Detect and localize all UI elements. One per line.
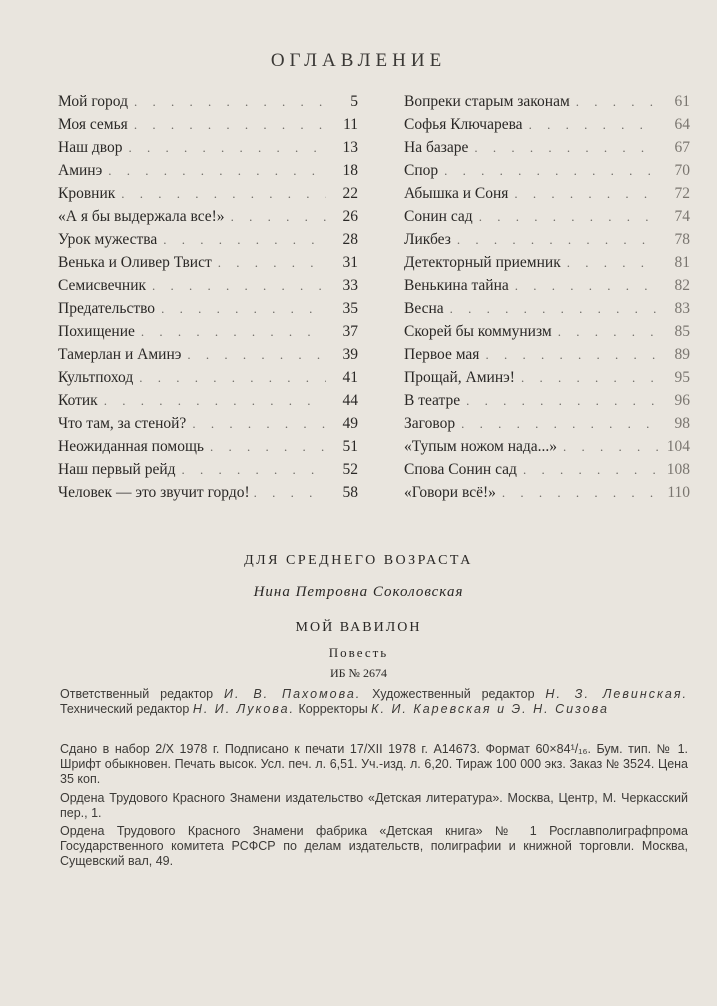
toc-entry [404, 484, 690, 507]
toc-leader-dots [479, 209, 658, 225]
toc-entry [404, 231, 690, 254]
toc-entry [404, 415, 690, 438]
toc-entry-page: 26 [342, 208, 358, 225]
toc-entry [404, 277, 690, 300]
toc-entry-title: Венькина тайна [404, 277, 509, 294]
toc-entry [58, 369, 358, 392]
toc-entry-page: 51 [342, 438, 358, 455]
toc-entry-page: 95 [674, 369, 690, 386]
toc-entry [404, 369, 690, 392]
toc-entry-page: 110 [667, 484, 690, 501]
toc-leader-dots [254, 485, 328, 501]
toc-entry-title: Мой город [58, 93, 128, 110]
book-title: МОЙ ВАВИЛОН [295, 620, 422, 635]
toc-entry-page: 78 [674, 231, 690, 248]
toc-entry-title: Скорей бы коммунизм [404, 323, 552, 340]
imprint-text: Ответственный редактор [60, 687, 225, 701]
imprint-text: Художественный редактор [361, 687, 546, 701]
toc-entry [58, 116, 358, 139]
imprint-print-data [60, 742, 688, 787]
toc-entry-page: 44 [342, 392, 358, 409]
toc-entry-page: 5 [350, 93, 358, 110]
toc-entry [404, 93, 690, 116]
toc-entry [58, 254, 358, 277]
toc-entry [404, 323, 690, 346]
toc-leader-dots [134, 117, 326, 133]
toc-entry-title: Софья Ключарева [404, 116, 523, 133]
toc-entry-page: 61 [674, 93, 690, 110]
toc-entry-title: Сонин сад [404, 208, 473, 225]
toc-entry [58, 346, 358, 369]
toc-entry [58, 231, 358, 254]
toc-leader-dots [192, 416, 326, 432]
toc-entry-page: 83 [674, 300, 690, 317]
toc-entry-page: 11 [343, 116, 358, 133]
toc-entry-page: 41 [342, 369, 358, 386]
imprint-text: Ордена Трудового Красного Знамени издательство «Детская литература». Москва, Центр, М. Черкасский пер., 1. [60, 791, 688, 820]
toc-leader-dots [461, 416, 658, 432]
toc-entry [58, 415, 358, 438]
imprint-text: Технический редактор [60, 702, 193, 716]
toc-leader-dots [231, 209, 326, 225]
toc-entry-title: Спор [404, 162, 439, 179]
toc-leader-dots [108, 163, 326, 179]
toc-entry-page: 39 [342, 346, 358, 363]
toc-leader-dots [567, 255, 658, 271]
toc-entry [404, 461, 690, 484]
toc-entry [58, 392, 358, 415]
toc-entry-page: 74 [674, 208, 690, 225]
toc-leader-dots [485, 347, 658, 363]
toc-entry-title: «Тупым ножом нада...» [404, 438, 558, 455]
toc-entry [404, 139, 690, 162]
toc-leader-dots [474, 140, 658, 156]
ib-number: ИБ № 2674 [329, 666, 387, 680]
toc-column-left [58, 93, 358, 507]
toc-entry-page: 28 [342, 231, 358, 248]
toc-entry-title: Котик [58, 392, 98, 409]
imprint-editors [60, 687, 688, 717]
toc-entry [404, 392, 690, 415]
toc-entry [58, 162, 358, 185]
imprint-text: Корректоры [295, 702, 372, 716]
toc-entry [404, 162, 690, 185]
toc-entry-page: 58 [342, 484, 358, 501]
toc-leader-dots [444, 163, 658, 179]
toc-entry-title: Человек — это звучит гордо! [58, 484, 250, 501]
toc-entry [58, 139, 358, 162]
imprint-person: И. В. Пахомова. [224, 687, 362, 701]
toc-leader-dots [152, 278, 326, 294]
toc-entry-page: 35 [342, 300, 358, 317]
toc-entry-page: 13 [342, 139, 358, 156]
toc-column-right [404, 93, 690, 507]
toc-leader-dots [515, 278, 658, 294]
toc-entry-title: Спова Сонин сад [404, 461, 517, 478]
toc-entry-title: Детекторный приемник [404, 254, 561, 271]
toc-entry-title: Похищение [58, 323, 135, 340]
toc-entry-title: Весна [404, 300, 444, 317]
author-name: Нина Петровна Соколовская [253, 584, 464, 600]
toc-entry [58, 461, 358, 484]
toc-entry-title: Абышка и Соня [404, 185, 509, 202]
toc-leader-dots [521, 370, 658, 386]
toc-entry-title: Урок мужества [58, 231, 158, 248]
imprint-printer [60, 824, 688, 869]
toc-entry-page: 33 [342, 277, 358, 294]
toc-entry [58, 208, 358, 231]
toc-entry-page: 82 [674, 277, 690, 294]
toc-entry [404, 254, 690, 277]
toc-entry [58, 484, 358, 507]
toc-entry-page: 81 [674, 254, 690, 271]
toc-leader-dots [104, 393, 326, 409]
toc-entry [404, 185, 690, 208]
toc-title: ОГЛАВЛЕНИЕ [270, 50, 447, 71]
toc-entry-page: 72 [674, 185, 690, 202]
toc-leader-dots [163, 232, 326, 248]
toc-entry-title: Ликбез [404, 231, 451, 248]
age-series-label: ДЛЯ СРЕДНЕГО ВОЗРАСТА [244, 553, 473, 568]
toc-entry-title: Наш двор [58, 139, 123, 156]
toc-entry-page: 85 [674, 323, 690, 340]
toc-entry-title: Моя семья [58, 116, 128, 133]
toc-entry-page: 89 [674, 346, 690, 363]
toc-leader-dots [514, 186, 658, 202]
toc-entry-title: В театре [404, 392, 461, 409]
toc-entry-page: 49 [342, 415, 358, 432]
toc-leader-dots [563, 439, 658, 455]
toc-leader-dots [523, 462, 658, 478]
toc-entry-page: 108 [666, 461, 690, 478]
toc-leader-dots [218, 255, 326, 271]
toc-entry-page: 96 [674, 392, 690, 409]
toc-entry-page: 52 [342, 461, 358, 478]
toc-entry-page: 70 [674, 162, 690, 179]
toc-entry-title: Семисвечник [58, 277, 147, 294]
toc-leader-dots [529, 117, 658, 133]
toc-leader-dots [182, 462, 326, 478]
toc-entry-page: 37 [342, 323, 358, 340]
toc-entry [58, 277, 358, 300]
toc-entry-title: «А я бы выдержала все!» [58, 208, 225, 225]
toc-entry-page: 22 [342, 185, 358, 202]
toc-leader-dots [450, 301, 658, 317]
imprint-person: Н. З. Левинская. [545, 687, 688, 701]
toc-entry [58, 185, 358, 208]
toc-entry [404, 300, 690, 323]
toc-entry-title: «Говори всё!» [404, 484, 496, 501]
toc-entry-title: Венька и Оливер Твист [58, 254, 212, 271]
toc-entry-title: Наш первый рейд [58, 461, 176, 478]
toc-leader-dots [502, 485, 658, 501]
toc-entry [58, 438, 358, 461]
toc-entry-title: Что там, за стеной? [58, 415, 187, 432]
toc-leader-dots [457, 232, 658, 248]
toc-entry-title: На базаре [404, 139, 469, 156]
toc-leader-dots [128, 140, 326, 156]
toc-leader-dots [141, 324, 326, 340]
toc-entry-page: 18 [342, 162, 358, 179]
toc-entry [404, 346, 690, 369]
toc-entry-title: Культпоход [58, 369, 134, 386]
toc-entry [404, 208, 690, 231]
imprint-person: К. И. Каревская и Э. Н. Сизова [371, 702, 609, 716]
imprint-text: Ордена Трудового Красного Знамени фабрика «Детская книга» № 1 Росглавполиграфпрома Государственного комитета РСФСР по делам издательств, полиграфии и книжной торговли. Москва, Сущевский вал, 49. [60, 824, 688, 868]
toc-entry-title: Тамерлан и Аминэ [58, 346, 182, 363]
toc-entry [404, 116, 690, 139]
toc-entry-page: 98 [674, 415, 690, 432]
imprint-person: Н. И. Лукова. [192, 702, 296, 716]
toc-entry-title: Прощай, Аминэ! [404, 369, 515, 386]
toc-entry [58, 93, 358, 116]
toc-leader-dots [576, 94, 658, 110]
imprint-publisher [60, 791, 688, 821]
toc-entry-page: 67 [674, 139, 690, 156]
toc-entry-title: Предательство [58, 300, 156, 317]
imprint-text: Сдано в набор 2/X 1978 г. Подписано к печати 17/XII 1978 г. А14673. Формат 60×84¹/₁₆. Бум. тип. № 1. Шрифт обыкновен. Печать высок. Усл. печ. л. 6,51. Уч.-изд. л. 6,20. Тираж 100 000 экз. Заказ № 3524. Цена 35 коп. [60, 742, 688, 786]
toc-entry [58, 300, 358, 323]
toc-leader-dots [139, 370, 326, 386]
toc-entry-title: Вопреки старым законам [404, 93, 570, 110]
toc-leader-dots [121, 186, 326, 202]
toc-leader-dots [210, 439, 326, 455]
toc-entry-page: 31 [342, 254, 358, 271]
toc-entry-title: Заговор [404, 415, 456, 432]
toc-leader-dots [134, 94, 326, 110]
toc-entry-page: 104 [666, 438, 690, 455]
toc-entry-title: Неожиданная помощь [58, 438, 204, 455]
toc-leader-dots [558, 324, 658, 340]
genre-label: Повесть [328, 645, 389, 660]
toc-entry-page: 64 [674, 116, 690, 133]
toc-entry [58, 323, 358, 346]
toc-entry-title: Кровник [58, 185, 116, 202]
toc-entry [404, 438, 690, 461]
toc-leader-dots [187, 347, 326, 363]
toc-leader-dots [466, 393, 658, 409]
toc-leader-dots [161, 301, 326, 317]
toc-entry-title: Аминэ [58, 162, 103, 179]
toc-entry-title: Первое мая [404, 346, 480, 363]
